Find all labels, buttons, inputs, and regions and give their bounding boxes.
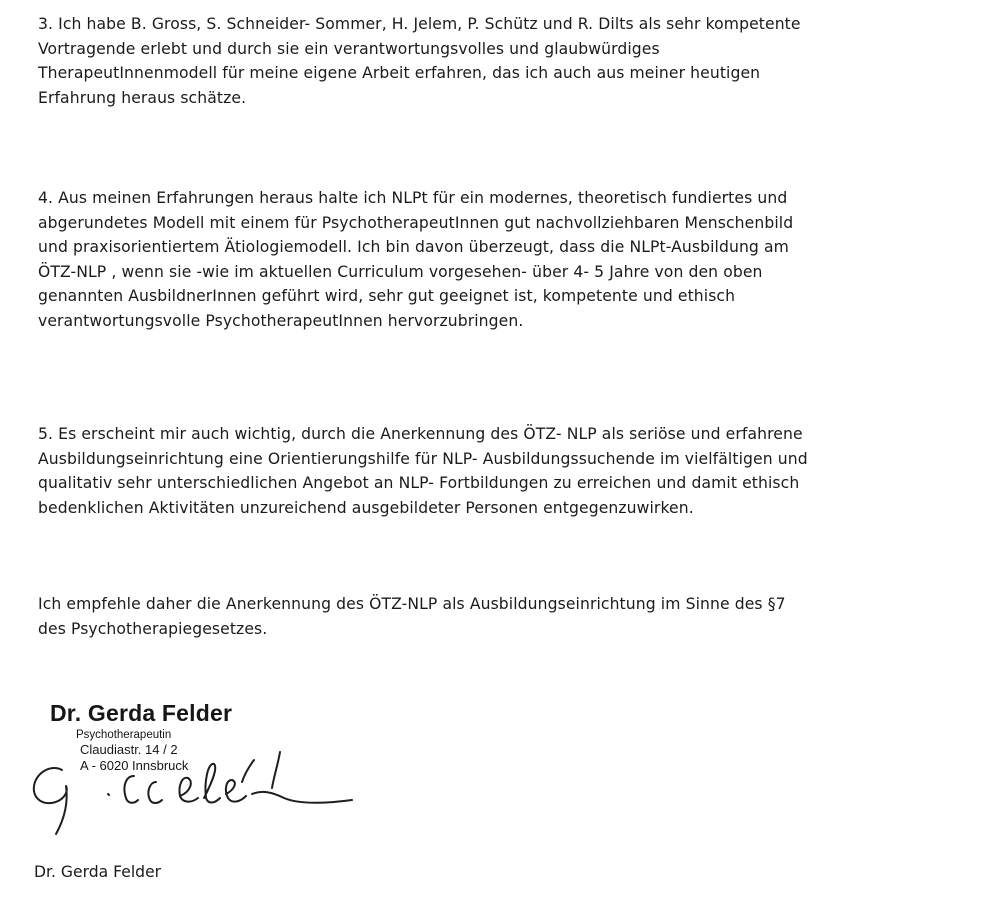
paragraph-line: abgerundetes Modell mit einem für PsychotherapeutInnen gut nachvollziehbaren Menschenbild bbox=[38, 213, 794, 232]
paragraph-line: bedenklichen Aktivitäten unzureichend ausgebildeter Personen entgegenzuwirken. bbox=[38, 498, 694, 517]
stamp-name: Dr. Gerda Felder bbox=[50, 700, 233, 726]
paragraph-line: ÖTZ-NLP , wenn sie -wie im aktuellen Curriculum vorgesehen- über 4- 5 Jahre von den oben bbox=[38, 262, 763, 281]
paragraph-line: genannten AusbildnerInnen geführt wird, sehr gut geeignet ist, kompetente und ethisch bbox=[38, 287, 736, 306]
paragraph-line: Vortragende erlebt und durch sie ein verantwortungsvolles und glaubwürdiges bbox=[38, 39, 660, 58]
paragraph-line: 5. Es erscheint mir auch wichtig, durch die Anerkennung des ÖTZ- NLP als seriöse und erfahrene bbox=[38, 425, 803, 443]
address-stamp bbox=[50, 698, 350, 773]
paragraph-line: verantwortungsvolle PsychotherapeutInnen hervorzubringen. bbox=[38, 311, 524, 330]
handwritten-signature bbox=[22, 742, 362, 842]
paragraph-line: des Psychotherapiegesetzes. bbox=[38, 619, 268, 638]
paragraph-5 bbox=[38, 422, 998, 520]
paragraph-4 bbox=[38, 186, 998, 334]
closing-recommendation bbox=[38, 592, 998, 641]
stamp-city: A - 6020 Innsbruck bbox=[80, 758, 189, 773]
paragraph-line: und praxisorientiertem Ätiologiemodell. Ich bin davon überzeugt, dass die NLPt-Ausbildung am bbox=[38, 238, 789, 257]
paragraph-line: Ich empfehle daher die Anerkennung des ÖTZ-NLP als Ausbildungseinrichtung im Sinne des §7 bbox=[38, 595, 786, 613]
paragraph-3 bbox=[38, 12, 998, 110]
stamp-street: Claudiastr. 14 / 2 bbox=[80, 742, 178, 757]
paragraph-line: Erfahrung heraus schätze. bbox=[38, 88, 247, 107]
paragraph-line: 4. Aus meinen Erfahrungen heraus halte ich NLPt für ein modernes, theoretisch fundiertes und bbox=[38, 189, 788, 207]
paragraph-line: qualitativ sehr unterschiedlichen Angebot an NLP- Fortbildungen zu erreichen und damit ethisch bbox=[38, 474, 800, 493]
stamp-title: Psychotherapeutin bbox=[76, 729, 172, 741]
paragraph-line: TherapeutInnenmodell für meine eigene Arbeit erfahren, das ich auch aus meiner heutigen bbox=[38, 64, 761, 83]
signer-name: Dr. Gerda Felder bbox=[34, 863, 162, 881]
paragraph-line: Ausbildungseinrichtung eine Orientierungshilfe für NLP- Ausbildungssuchende im vielfältigen und bbox=[38, 449, 808, 468]
paragraph-line: 3. Ich habe B. Gross, S. Schneider- Sommer, H. Jelem, P. Schütz und R. Dilts als sehr kompetente bbox=[38, 15, 801, 33]
